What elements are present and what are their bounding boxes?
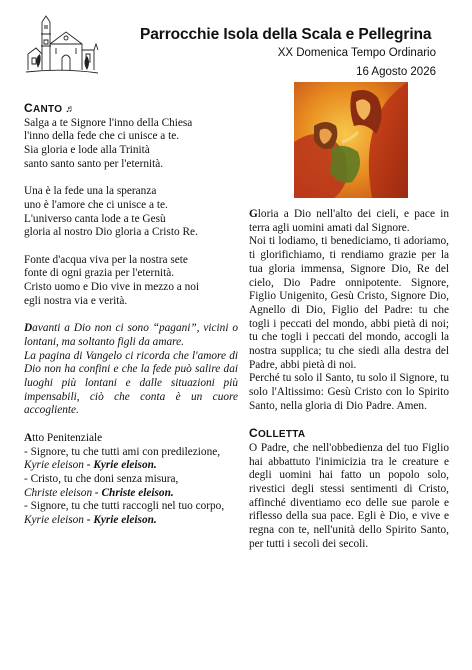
canto-line: santo santo santo per l'eternità.	[24, 157, 164, 170]
colletta-heading-rest: OLLETTA	[257, 429, 306, 441]
response-plain: Kyrie eleison	[24, 514, 84, 527]
gloria	[249, 208, 449, 414]
canto-line: Cristo uomo e Dio vive in mezzo a noi	[24, 281, 200, 294]
colletta-heading	[249, 427, 449, 442]
intro-paragraph-2: La pagina di Vangelo ci ricorda che l'amore di Dio non ha confini e che la fede può salire dai luoghi più lontani e dalle situazioni più impensabili, ciò che conta è un cuore accogliente.	[24, 349, 238, 417]
page-title: Parrocchie Isola della Scala e Pellegrina	[140, 26, 432, 43]
canto-line: fonte di ogni grazia per l'eternità.	[24, 267, 175, 280]
gloria-paragraph-3: Perché tu solo il Santo, tu solo il Signore, tu solo l'Altissimo: Gesù Cristo con lo Spirito Santo, nella gloria di Dio Padre. Amen.	[249, 372, 449, 412]
intro-initial: D	[24, 322, 33, 335]
intro-paragraph-1	[24, 322, 238, 349]
atto-invocation-2: - Cristo, tu che doni senza misura,	[24, 472, 179, 485]
atto-response-3	[24, 514, 238, 528]
canto-stanza-2	[24, 185, 238, 240]
atto-title	[24, 432, 238, 446]
canto-heading-initial: C	[24, 101, 33, 115]
atto-initial: A	[24, 431, 33, 444]
date: 16 Agosto 2026	[356, 66, 436, 78]
canto-line: l'inno della fede che ci unisce a te.	[24, 130, 180, 143]
response-bold: - Christe eleison.	[92, 486, 174, 499]
intro-paragraph-1-text: avanti a Dio non ci sono “pagani”, vicini o lontani, ma soltanto figli da amare.	[24, 322, 238, 348]
gloria-paragraph-2: Noi ti lodiamo, ti benediciamo, ti adoriamo, ti glorifichiamo, ti rendiamo grazie per la tua gloria immensa, Signore Dio, Re del cielo, Dio Padre onnipotente. Signore, Figlio Unigenito, Gesù Cristo, Signore Dio, Agnello di Dio, Figlio del Padre: tu che togli i peccati del mondo, abbi pietà di noi; tu che togli i peccati del mondo, accogli la nostra supplica; tu che siedi alla destra del Padre, abbi pietà di noi.	[249, 235, 449, 371]
liturgical-day: XX Domenica Tempo Ordinario	[277, 47, 436, 59]
atto-invocation-3: - Signore, tu che tutti raccogli nel tuo corpo,	[24, 500, 225, 513]
atto-response-1	[24, 459, 238, 473]
canto-line: Una è la fede una la speranza	[24, 185, 157, 198]
atto-penitenziale	[24, 432, 238, 528]
canto-line: Fonte d'acqua viva per la nostra sete	[24, 253, 188, 266]
left-column	[24, 102, 238, 528]
canto-line: egli nostra via e verità.	[24, 294, 128, 307]
atto-invocation-1: - Signore, tu che tutti ami con predilezione,	[24, 445, 221, 458]
canto-line: gloria al nostro Dio gloria a Cristo Re.	[24, 226, 198, 239]
atto-response-2	[24, 487, 238, 501]
canto-line: L'universo canta lode a te Gesù	[24, 212, 166, 225]
gloria-paragraph-1	[249, 208, 449, 235]
music-note-icon: ♬	[65, 104, 76, 115]
canto-line: Salga a te Signore l'inno della Chiesa	[24, 116, 193, 129]
gloria-paragraph-1-text: loria a Dio nell'alto dei cieli, e pace in terra agli uomini amati dal Signore.	[249, 208, 449, 234]
atto-title-rest: tto Penitenziale	[32, 431, 103, 444]
canto-line: uno è l'amore che ci unisce a te.	[24, 198, 168, 211]
gloria-initial: G	[249, 208, 258, 220]
intro-text	[24, 322, 238, 418]
church-sketch-logo	[24, 14, 100, 76]
canto-line: Sia gloria e lode alla Trinità	[24, 144, 150, 157]
response-plain: Kyrie eleison	[24, 459, 84, 472]
canto-stanza-1	[24, 117, 238, 172]
canto-stanza-3	[24, 254, 238, 309]
canto-heading	[24, 102, 238, 117]
colletta-text: O Padre, che nell'obbedienza del tuo Figlio hai abbattuto l'inimicizia tra le creature e degli uomini hai fatto un popolo solo, rivestici degli stessi sentimenti di Cristo, affinché diventiamo eco delle sue parole e riflesso della sua pace. Egli è Dio, e vive e regna con te, nell'unità dello Spirito Santo, per tutti i secoli dei secoli.	[249, 441, 449, 550]
response-bold: - Kyrie eleison.	[83, 459, 157, 472]
christ-and-woman-painting	[294, 82, 408, 198]
response-bold: - Kyrie eleison.	[83, 514, 157, 527]
colletta-heading-initial: C	[249, 426, 258, 441]
response-plain: Christe eleison	[24, 486, 93, 499]
canto-heading-rest: ANTO	[32, 104, 63, 115]
right-column	[249, 208, 449, 552]
